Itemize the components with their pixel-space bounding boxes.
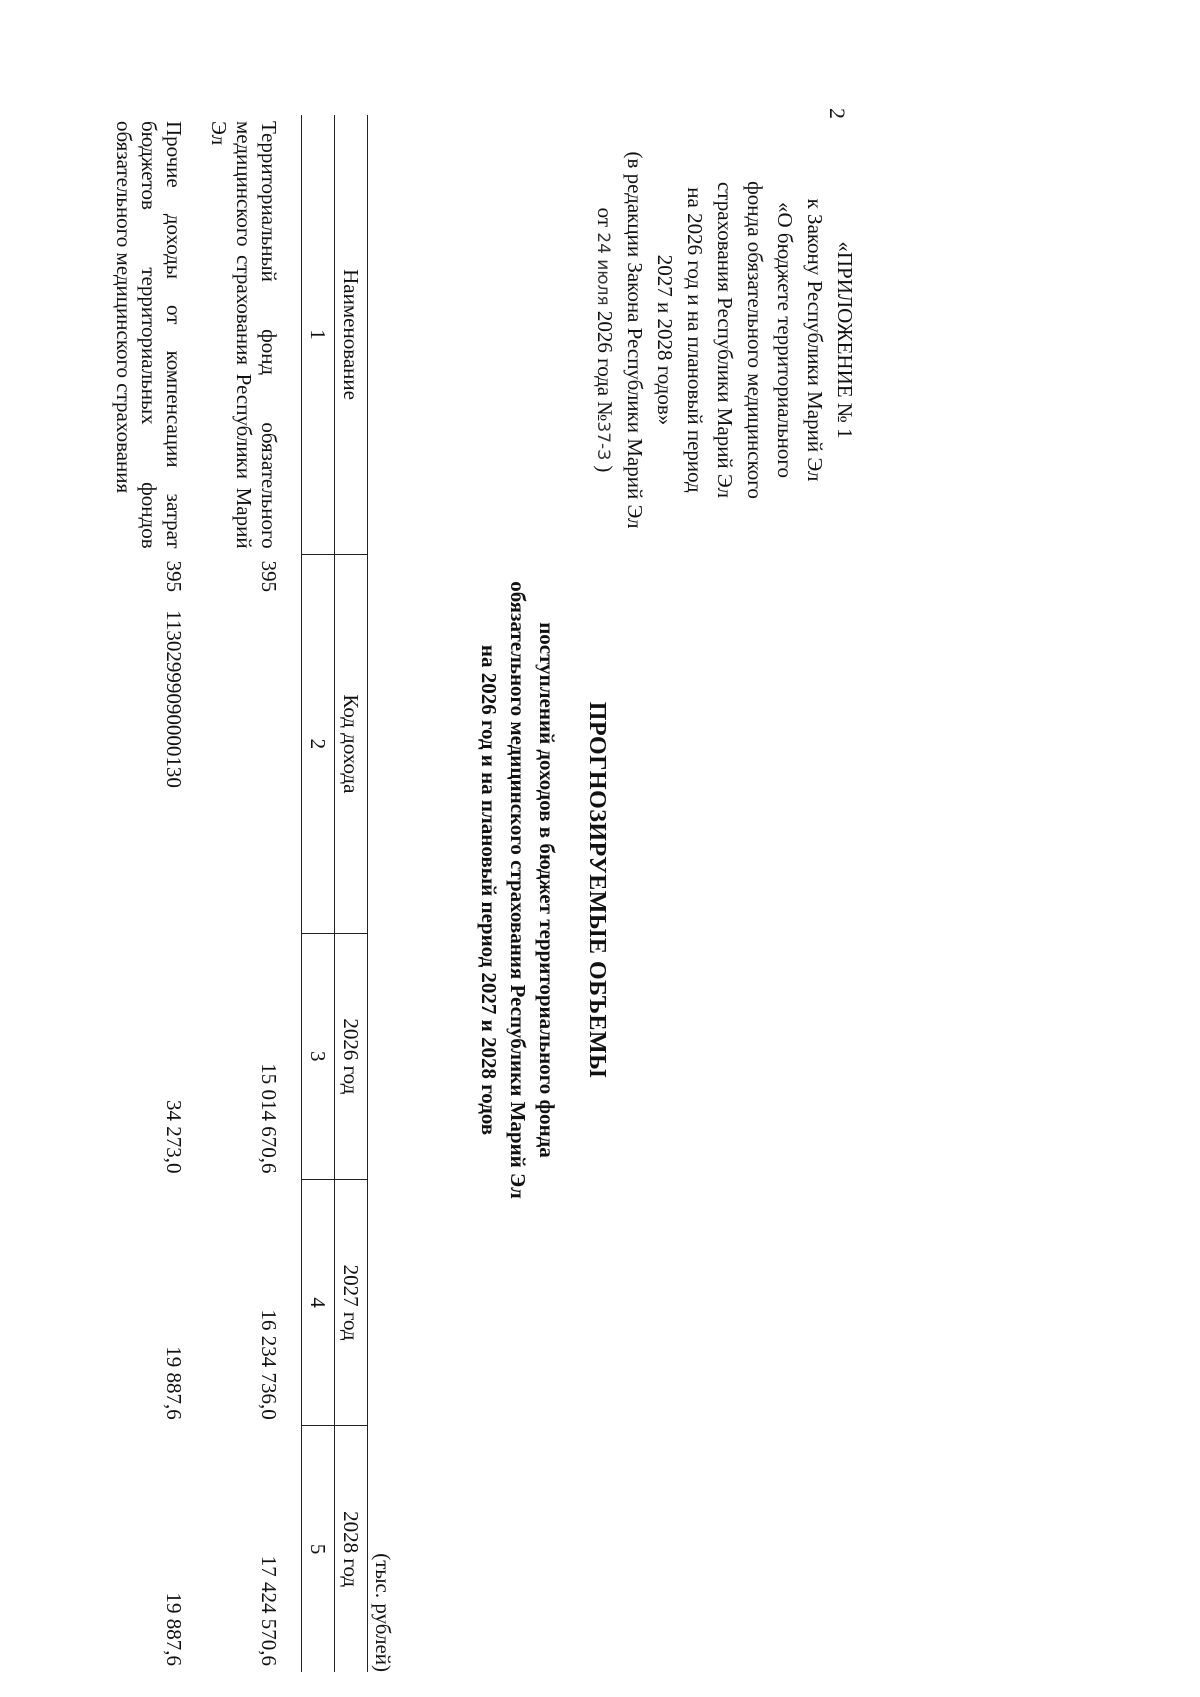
appendix-line: фонда обязательного медицинского xyxy=(743,181,767,499)
header-2027: 2027 год xyxy=(335,1179,368,1425)
header-name: Наименование xyxy=(335,115,368,555)
document-subtitle xyxy=(474,480,561,1300)
header-row xyxy=(335,115,368,1672)
appendix-line: на 2026 год и на плановый период xyxy=(683,187,707,493)
row-code xyxy=(206,555,302,934)
subtitle-line: обязательного медицинского страхования Республики Марий Эл xyxy=(506,581,530,1199)
appendix-line: «ПРИЛОЖЕНИЕ № 1 xyxy=(833,241,857,439)
column-number: 4 xyxy=(302,1179,335,1425)
table-row xyxy=(111,115,206,1672)
appendix-line: к Закону Республики Марий Эл xyxy=(803,198,827,482)
page-number: 2 xyxy=(825,108,850,119)
document-title: ПРОГНОЗИРУЕМЫЕ ОБЪЕМЫ xyxy=(584,701,610,1079)
column-number: 2 xyxy=(302,555,335,934)
table-row xyxy=(206,115,302,1672)
value-2027: 19 887,6 xyxy=(162,1346,186,1420)
subtitle-line: поступлений доходов в бюджет территориального фонда xyxy=(535,622,559,1158)
row-name: Территориальный фонд обязательного медицинского страхования Республики Марий Эл xyxy=(207,121,281,549)
value-2026: 15 014 670,6 xyxy=(257,1063,281,1174)
header-2026: 2026 год xyxy=(335,933,368,1179)
column-number: 5 xyxy=(302,1426,335,1672)
date-day: 24 xyxy=(593,232,613,254)
admin-code: 395 xyxy=(162,560,186,593)
value-2028: 17 424 570,6 xyxy=(257,1555,281,1666)
revenue-table xyxy=(111,115,368,1672)
value-2027: 16 234 736,0 xyxy=(257,1309,281,1420)
date-year: 2026 года № xyxy=(593,310,617,422)
column-number: 1 xyxy=(302,115,335,555)
title-block xyxy=(474,480,610,1300)
admin-code: 395 xyxy=(257,560,281,593)
appendix-line: страхования Республики Марий Эл xyxy=(713,181,737,498)
units-label: (тыс. рублей) xyxy=(371,1553,395,1672)
income-code: 11302999090000130 xyxy=(162,610,186,788)
column-number: 3 xyxy=(302,933,335,1179)
appendix-line: 2027 и 2028 годов» xyxy=(653,254,677,426)
row-code xyxy=(111,555,206,934)
appendix-line: «О бюджете территориального xyxy=(773,202,797,478)
date-suffix: ) xyxy=(593,465,617,473)
column-number-row xyxy=(302,115,335,1672)
subtitle-line: на 2026 год и на плановый период 2027 и 2028 годов xyxy=(477,644,501,1136)
header-2028: 2028 год xyxy=(335,1426,368,1672)
row-name: Прочие доходы от компенсации затрат бюджетов территориальных фондов обязательного медицинского страхования xyxy=(112,121,186,549)
header-code: Код дохода xyxy=(335,555,368,934)
appendix-block xyxy=(588,140,860,540)
appendix-line: (в редакции Закона Республики Марий Эл xyxy=(623,151,647,529)
value-2026: 34 273,0 xyxy=(162,1099,186,1174)
date-prefix: от xyxy=(593,207,617,228)
value-2028: 19 887,6 xyxy=(162,1592,186,1666)
law-number: 37-З xyxy=(593,421,613,461)
date-month: июля xyxy=(593,259,613,306)
